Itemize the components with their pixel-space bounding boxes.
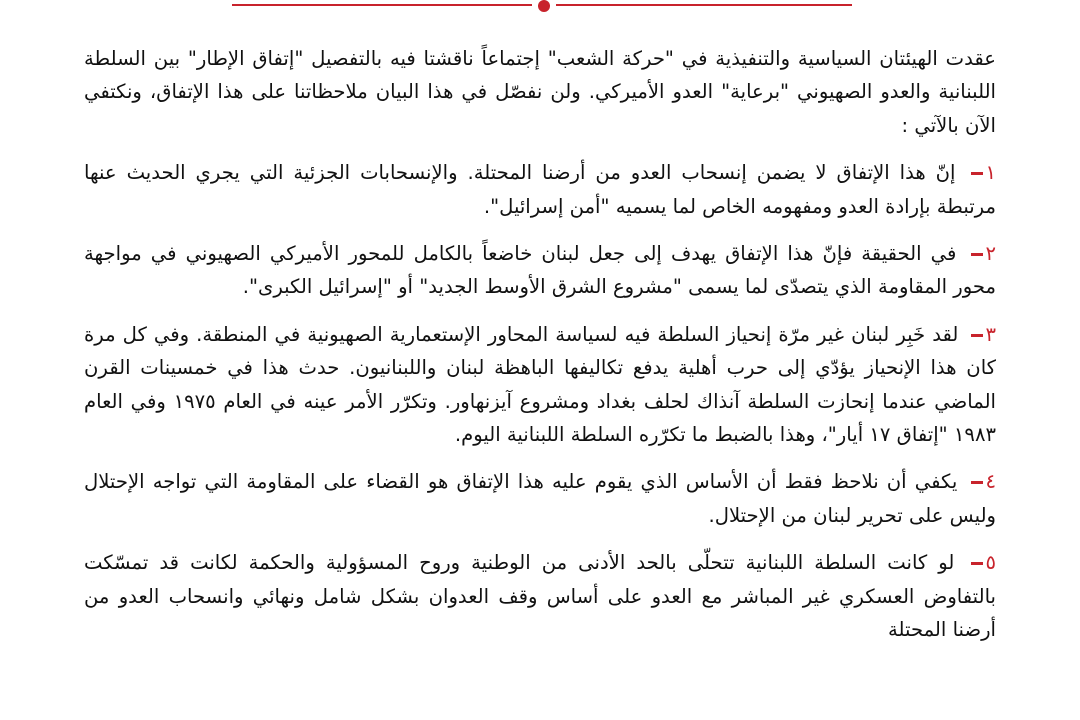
point-text-3: لقد خَبِر لبنان غير مرّة إنحياز السلطة فيه لسياسة المحاور الإستعمارية الصهيونية في المنطقة. وفي كل مرة كان هذا الإنحياز يؤدّي إلى حرب أهلية يدفع تكاليفها الباهظة لبنان واللبنانيون. حدث هذا في خمسينات القرن الماضي عندما إنحازت السلطة آنذاك لحلف بغداد ومشروع آيزنهاور. وتكرّر الأمر عينه في العام ١٩٧٥ وفي العام ١٩٨٣ "إتفاق ١٧ أيار"، وهذا بالضبط ما تكرّره السلطة اللبنانية اليوم. (84, 322, 996, 447)
point-number-4: ٤ (971, 470, 996, 493)
ornament-line-right (556, 4, 852, 6)
point-text-2: في الحقيقة فإنّ هذا الإتفاق يهدف إلى جعل لبنان خاضعاً بالكامل للمحور الأميركي الصهيوني في مواجهة محور المقاومة الذي يتصدّى لما يسمى "مشروع الشرق الأوسط الجديد" أو "إسرائيل الكبرى". (84, 242, 996, 299)
ornament-line-left (232, 4, 532, 6)
top-ornament (0, 0, 1080, 24)
statement-body (84, 42, 996, 661)
point-number-1: ١ (971, 161, 996, 184)
point-text-4: يكفي أن نلاحظ فقط أن الأساس الذي يقوم عليه هذا الإتفاق هو القضاء على المقاومة التي تواجه الإحتلال وليس على تحرير لبنان من الإحتلال. (84, 470, 996, 527)
point-text-5: لو كانت السلطة اللبنانية تتحلّى بالحد الأدنى من الوطنية وروح المسؤولية والحكمة لكانت قد تمسّكت بالتفاوض العسكري غير المباشر مع العدو على أساس وقف العدوان بشكل شامل ونهائي وانسحاب العدو من أرضنا المحتلة (84, 551, 996, 642)
point-number-2: ٢ (971, 242, 996, 265)
intro-paragraph: عقدت الهيئتان السياسية والتنفيذية في "حركة الشعب" إجتماعاً ناقشتا فيه بالتفصيل "إتفاق الإطار" بين السلطة اللبنانية والعدو الصهيوني "برعاية" العدو الأميركي. ولن نفصّل في هذا البيان ملاحظاتنا على هذا الإتفاق، ونكتفي الآن بالآتي : (84, 47, 996, 137)
point-number-5: ٥ (971, 551, 996, 574)
point-2 (84, 237, 996, 304)
point-1 (84, 156, 996, 223)
point-3 (84, 318, 996, 452)
point-5 (84, 546, 996, 646)
point-text-1: إنّ هذا الإتفاق لا يضمن إنسحاب العدو من أرضنا المحتلة. والإنسحابات الجزئية التي يجري الحديث عنها مرتبطة بإرادة العدو ومفهومه الخاص لما يسميه "أمن إسرائيل". (84, 161, 996, 218)
point-4 (84, 465, 996, 532)
point-number-3: ٣ (971, 323, 996, 346)
ornament-dot (538, 0, 550, 12)
